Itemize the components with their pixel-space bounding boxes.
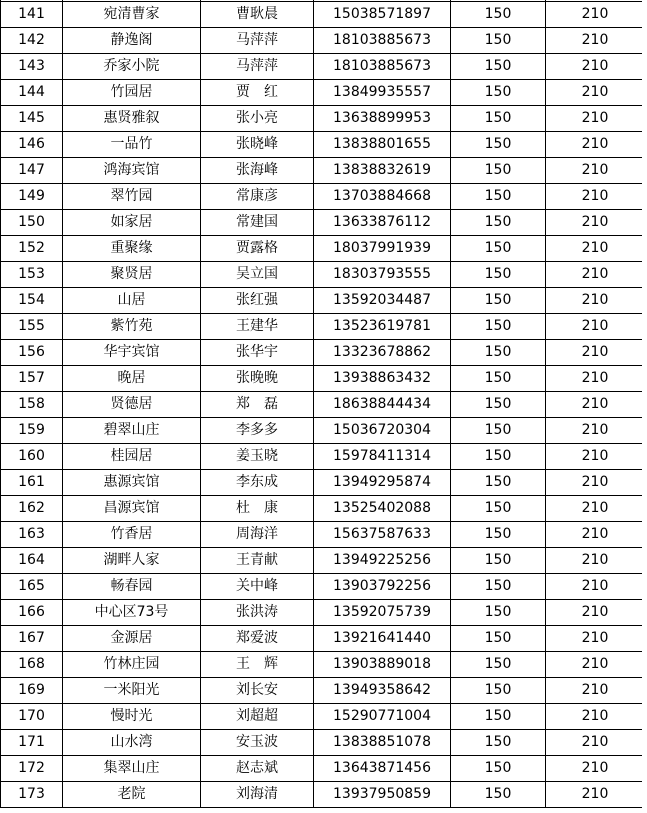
cell-contact-person: 贾 红 [201,80,314,106]
cell-phone: 13525402088 [314,496,451,522]
cell-contact-person: 刘海清 [201,782,314,808]
cell-phone: 13903889018 [314,652,451,678]
cell-phone: 13633876112 [314,210,451,236]
cell-contact-person: 关中峰 [201,574,314,600]
cell-lodging-name: 鸿海宾馆 [63,158,201,184]
table-row [1,626,645,652]
cell-number: 158 [1,392,63,418]
cell-value-b: 210 [546,184,645,210]
cell-number: 155 [1,314,63,340]
cell-phone: 15038571897 [314,2,451,28]
cell-value-a: 150 [451,548,546,574]
cell-number: 144 [1,80,63,106]
cell-lodging-name: 慢时光 [63,704,201,730]
cell-lodging-name: 惠源宾馆 [63,470,201,496]
cell-phone: 18303793555 [314,262,451,288]
cell-contact-person: 马萍萍 [201,54,314,80]
cell-lodging-name: 紫竹苑 [63,314,201,340]
cell-phone: 13849935557 [314,80,451,106]
cell-contact-person: 赵志斌 [201,756,314,782]
cell-value-b: 210 [546,288,645,314]
cell-value-a: 150 [451,574,546,600]
cell-number: 161 [1,470,63,496]
cell-lodging-name: 如家居 [63,210,201,236]
cell-phone: 13949225256 [314,548,451,574]
cell-lodging-name: 集翠山庄 [63,756,201,782]
cell-phone: 13523619781 [314,314,451,340]
cell-phone: 13949358642 [314,678,451,704]
cell-contact-person: 李东成 [201,470,314,496]
cell-phone: 13838832619 [314,158,451,184]
cell-value-b: 210 [546,470,645,496]
cell-contact-person: 常建国 [201,210,314,236]
cell-lodging-name: 乔家小院 [63,54,201,80]
cell-number: 167 [1,626,63,652]
table-row [1,652,645,678]
cell-contact-person: 张晚晚 [201,366,314,392]
cell-lodging-name: 聚贤居 [63,262,201,288]
cell-value-a: 150 [451,2,546,28]
table-row [1,54,645,80]
table-row [1,366,645,392]
cell-number: 159 [1,418,63,444]
cell-number: 145 [1,106,63,132]
cell-contact-person: 张华宇 [201,340,314,366]
cell-value-a: 150 [451,80,546,106]
cell-lodging-name: 竹香居 [63,522,201,548]
table-row [1,392,645,418]
table-row [1,288,645,314]
cell-value-b: 210 [546,158,645,184]
cell-phone: 18638844434 [314,392,451,418]
cell-number: 169 [1,678,63,704]
cell-contact-person: 曹耿晨 [201,2,314,28]
cell-number: 165 [1,574,63,600]
cell-value-b: 210 [546,600,645,626]
cell-lodging-name: 湖畔人家 [63,548,201,574]
cell-number: 156 [1,340,63,366]
cell-lodging-name: 中心区73号 [63,600,201,626]
cell-phone: 13838851078 [314,730,451,756]
cell-phone: 13921641440 [314,626,451,652]
cell-contact-person: 吴立国 [201,262,314,288]
cell-contact-person: 王建华 [201,314,314,340]
right-edge [642,0,647,813]
cell-lodging-name: 静逸阁 [63,28,201,54]
table-row [1,444,645,470]
table-row [1,210,645,236]
cell-value-a: 150 [451,106,546,132]
table-row [1,132,645,158]
cell-phone: 15290771004 [314,704,451,730]
cell-value-b: 210 [546,314,645,340]
cell-number: 166 [1,600,63,626]
cell-phone: 18103885673 [314,28,451,54]
cell-contact-person: 张小亮 [201,106,314,132]
cell-lodging-name: 一米阳光 [63,678,201,704]
cell-value-b: 210 [546,210,645,236]
table-row [1,418,645,444]
cell-number: 171 [1,730,63,756]
cell-value-a: 150 [451,496,546,522]
cell-value-b: 210 [546,340,645,366]
cell-contact-person: 周海洋 [201,522,314,548]
cell-value-a: 150 [451,444,546,470]
cell-value-a: 150 [451,54,546,80]
cell-lodging-name: 竹林庄园 [63,652,201,678]
cell-number: 154 [1,288,63,314]
cell-value-a: 150 [451,210,546,236]
cell-value-b: 210 [546,28,645,54]
cell-value-b: 210 [546,106,645,132]
cell-contact-person: 郑 磊 [201,392,314,418]
cell-value-b: 210 [546,652,645,678]
cell-number: 164 [1,548,63,574]
cell-value-a: 150 [451,366,546,392]
cell-phone: 13592075739 [314,600,451,626]
cell-contact-person: 刘长安 [201,678,314,704]
cell-phone: 15637587633 [314,522,451,548]
cell-value-a: 150 [451,782,546,808]
cell-value-a: 150 [451,756,546,782]
cell-value-b: 210 [546,782,645,808]
cell-lodging-name: 昌源宾馆 [63,496,201,522]
table-row [1,340,645,366]
cell-value-b: 210 [546,548,645,574]
cell-value-a: 150 [451,340,546,366]
table-row [1,106,645,132]
cell-lodging-name: 老院 [63,782,201,808]
cell-contact-person: 刘超超 [201,704,314,730]
table-row [1,782,645,808]
cell-phone: 13838801655 [314,132,451,158]
cell-value-a: 150 [451,470,546,496]
cell-value-b: 210 [546,54,645,80]
cell-value-a: 150 [451,158,546,184]
cell-lodging-name: 畅春园 [63,574,201,600]
cell-value-b: 210 [546,80,645,106]
cell-phone: 13592034487 [314,288,451,314]
table-row [1,496,645,522]
cell-phone: 13937950859 [314,782,451,808]
cell-value-b: 210 [546,418,645,444]
cell-number: 147 [1,158,63,184]
table-row [1,704,645,730]
cell-lodging-name: 宛清曹家 [63,2,201,28]
cell-phone: 18103885673 [314,54,451,80]
cell-value-a: 150 [451,652,546,678]
cell-contact-person: 王 辉 [201,652,314,678]
cell-value-b: 210 [546,496,645,522]
cell-number: 153 [1,262,63,288]
table-row [1,184,645,210]
cell-phone: 13703884668 [314,184,451,210]
cell-value-a: 150 [451,730,546,756]
cell-value-a: 150 [451,626,546,652]
table-body [1,0,645,808]
cell-number: 162 [1,496,63,522]
cell-number: 152 [1,236,63,262]
cell-phone: 13949295874 [314,470,451,496]
cell-lodging-name: 桂园居 [63,444,201,470]
cell-lodging-name: 金源居 [63,626,201,652]
cell-number: 160 [1,444,63,470]
cell-value-b: 210 [546,626,645,652]
cell-contact-person: 马萍萍 [201,28,314,54]
cell-contact-person: 李多多 [201,418,314,444]
table-row [1,756,645,782]
cell-contact-person: 王青献 [201,548,314,574]
cell-number: 168 [1,652,63,678]
cell-contact-person: 杜 康 [201,496,314,522]
cell-lodging-name: 翠竹园 [63,184,201,210]
cell-value-a: 150 [451,262,546,288]
cell-value-a: 150 [451,28,546,54]
table-row [1,158,645,184]
cell-contact-person: 张红强 [201,288,314,314]
cell-contact-person: 安玉波 [201,730,314,756]
cell-value-a: 150 [451,600,546,626]
cell-value-b: 210 [546,678,645,704]
cell-value-b: 210 [546,132,645,158]
cell-value-a: 150 [451,418,546,444]
table-row [1,80,645,106]
table-row [1,600,645,626]
cell-lodging-name: 一品竹 [63,132,201,158]
table-row [1,314,645,340]
cell-value-b: 210 [546,444,645,470]
cell-number: 141 [1,2,63,28]
cell-number: 157 [1,366,63,392]
table-row [1,236,645,262]
cell-contact-person: 张晓峰 [201,132,314,158]
cell-value-a: 150 [451,184,546,210]
cell-number: 170 [1,704,63,730]
cell-value-b: 210 [546,730,645,756]
cell-phone: 13323678862 [314,340,451,366]
cell-lodging-name: 贤德居 [63,392,201,418]
table-row [1,470,645,496]
table-row [1,2,645,28]
cell-lodging-name: 碧翠山庄 [63,418,201,444]
table-row [1,678,645,704]
cell-number: 146 [1,132,63,158]
cell-number: 163 [1,522,63,548]
cell-number: 172 [1,756,63,782]
cell-value-b: 210 [546,756,645,782]
cell-phone: 13938863432 [314,366,451,392]
cell-value-a: 150 [451,704,546,730]
cell-lodging-name: 山水湾 [63,730,201,756]
cell-value-a: 150 [451,678,546,704]
cell-phone: 13638899953 [314,106,451,132]
table-row [1,522,645,548]
table-row [1,262,645,288]
cell-number: 173 [1,782,63,808]
cell-value-a: 150 [451,236,546,262]
cell-number: 142 [1,28,63,54]
cell-contact-person: 常康彦 [201,184,314,210]
cell-number: 150 [1,210,63,236]
cell-value-b: 210 [546,2,645,28]
cell-value-b: 210 [546,392,645,418]
cell-contact-person: 贾露格 [201,236,314,262]
cell-contact-person: 姜玉晓 [201,444,314,470]
cell-lodging-name: 竹园居 [63,80,201,106]
cell-phone: 18037991939 [314,236,451,262]
cell-value-b: 210 [546,366,645,392]
cell-value-a: 150 [451,314,546,340]
table-row [1,548,645,574]
cell-phone: 13643871456 [314,756,451,782]
cell-contact-person: 郑爱波 [201,626,314,652]
cell-value-b: 210 [546,262,645,288]
cell-value-a: 150 [451,132,546,158]
table-row [1,730,645,756]
cell-contact-person: 张海峰 [201,158,314,184]
cell-number: 149 [1,184,63,210]
cell-phone: 15978411314 [314,444,451,470]
cell-lodging-name: 重聚缘 [63,236,201,262]
cell-value-b: 210 [546,704,645,730]
table-row [1,28,645,54]
cell-value-b: 210 [546,522,645,548]
cell-contact-person: 张洪涛 [201,600,314,626]
cell-value-a: 150 [451,288,546,314]
cell-value-b: 210 [546,236,645,262]
cell-value-b: 210 [546,574,645,600]
cell-value-a: 150 [451,392,546,418]
cell-lodging-name: 山居 [63,288,201,314]
cell-phone: 15036720304 [314,418,451,444]
cell-value-a: 150 [451,522,546,548]
cell-phone: 13903792256 [314,574,451,600]
table-row [1,574,645,600]
cell-lodging-name: 华宇宾馆 [63,340,201,366]
cell-lodging-name: 惠贤雅叙 [63,106,201,132]
cell-lodging-name: 晚居 [63,366,201,392]
cell-number: 143 [1,54,63,80]
